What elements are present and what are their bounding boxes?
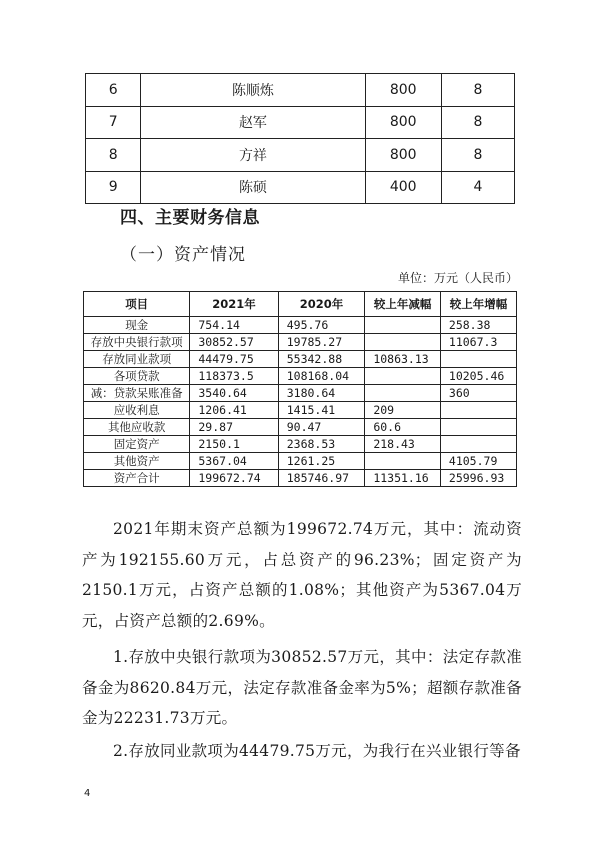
unit-label: 单位：万元（人民币） — [398, 271, 519, 285]
table-row — [84, 402, 517, 419]
table-row — [86, 139, 515, 172]
asset-2020: 19785.27 — [278, 334, 365, 351]
table-row — [86, 74, 515, 107]
asset-decrease: 218.43 — [365, 436, 441, 453]
asset-decrease — [365, 453, 441, 470]
paragraph-interbank: 2.存放同业款项为44479.75万元，为我行在兴业银行等备 — [113, 742, 521, 760]
asset-decrease — [365, 385, 441, 402]
assets-header-row — [84, 292, 517, 317]
holder-name: 陈顺炼 — [141, 74, 365, 107]
asset-decrease: 209 — [365, 402, 441, 419]
holder-shares: 800 — [365, 106, 441, 139]
asset-increase — [440, 436, 516, 453]
holder-name: 方祥 — [141, 139, 365, 172]
shareholder-table — [85, 73, 515, 204]
table-row — [84, 351, 517, 368]
holder-ratio: 8 — [441, 139, 514, 172]
asset-2021: 30852.57 — [190, 334, 278, 351]
asset-increase — [440, 351, 516, 368]
header-item: 项目 — [84, 292, 190, 317]
asset-2020: 1261.25 — [278, 453, 365, 470]
asset-2020: 55342.88 — [278, 351, 365, 368]
table-row — [84, 317, 517, 334]
table-row — [86, 106, 515, 139]
holder-shares: 800 — [365, 139, 441, 172]
asset-increase — [440, 402, 516, 419]
asset-item: 固定资产 — [84, 436, 190, 453]
holder-shares: 800 — [365, 74, 441, 107]
table-row — [84, 470, 517, 487]
holder-index: 6 — [86, 74, 141, 107]
header-2021: 2021年 — [190, 292, 278, 317]
asset-2020: 108168.04 — [278, 368, 365, 385]
holder-index: 7 — [86, 106, 141, 139]
table-row — [86, 171, 515, 204]
holder-ratio: 8 — [441, 74, 514, 107]
asset-2020: 90.47 — [278, 419, 365, 436]
asset-increase: 10205.46 — [440, 368, 516, 385]
asset-item: 存放中央银行款项 — [84, 334, 190, 351]
asset-decrease — [365, 317, 441, 334]
holder-name: 陈硕 — [141, 171, 365, 204]
paragraph-asset-summary: 2021年期末资产总额为199672.74万元，其中：流动资产为192155.60万元，占总资产的96.23%；固定资产为2150.1万元，占资产总额的1.08%；其他资产为5367.04万元，占资产总额的2.69%。 — [82, 520, 522, 630]
asset-2021: 29.87 — [190, 419, 278, 436]
asset-decrease — [365, 368, 441, 385]
holder-ratio: 4 — [441, 171, 514, 204]
asset-2021: 754.14 — [190, 317, 278, 334]
asset-increase: 25996.93 — [440, 470, 516, 487]
assets-table — [83, 291, 517, 487]
asset-2021: 199672.74 — [190, 470, 278, 487]
asset-2020: 185746.97 — [278, 470, 365, 487]
header-2020: 2020年 — [278, 292, 365, 317]
holder-ratio: 8 — [441, 106, 514, 139]
subsection-title: （一）资产情况 — [120, 245, 246, 265]
holder-name: 赵军 — [141, 106, 365, 139]
section-title: 四、主要财务信息 — [120, 208, 260, 228]
asset-2021: 44479.75 — [190, 351, 278, 368]
paragraph-central-bank: 1.存放中央银行款项为30852.57万元，其中：法定存款准备金为8620.84万元，法定存款准备金率为5%；超额存款准备金为22231.73万元。 — [82, 648, 522, 727]
asset-2020: 3180.64 — [278, 385, 365, 402]
holder-index: 9 — [86, 171, 141, 204]
asset-item: 其他应收款 — [84, 419, 190, 436]
header-decrease: 较上年减幅 — [365, 292, 441, 317]
holder-shares: 400 — [365, 171, 441, 204]
table-row — [84, 385, 517, 402]
asset-2021: 118373.5 — [190, 368, 278, 385]
table-row — [84, 334, 517, 351]
table-row — [84, 368, 517, 385]
asset-2021: 1206.41 — [190, 402, 278, 419]
table-row — [84, 453, 517, 470]
asset-2020: 2368.53 — [278, 436, 365, 453]
asset-2021: 3540.64 — [190, 385, 278, 402]
asset-item: 各项贷款 — [84, 368, 190, 385]
table-row — [84, 419, 517, 436]
asset-decrease — [365, 334, 441, 351]
asset-decrease: 10863.13 — [365, 351, 441, 368]
asset-item: 减：贷款呆账准备 — [84, 385, 190, 402]
page-number: 4 — [84, 788, 91, 799]
asset-2021: 2150.1 — [190, 436, 278, 453]
asset-increase — [440, 419, 516, 436]
asset-increase: 360 — [440, 385, 516, 402]
asset-increase: 258.38 — [440, 317, 516, 334]
asset-item: 存放同业款项 — [84, 351, 190, 368]
asset-increase: 4105.79 — [440, 453, 516, 470]
asset-2020: 495.76 — [278, 317, 365, 334]
header-increase: 较上年增幅 — [440, 292, 516, 317]
asset-item: 资产合计 — [84, 470, 190, 487]
table-row — [84, 436, 517, 453]
asset-increase: 11067.3 — [440, 334, 516, 351]
asset-decrease: 60.6 — [365, 419, 441, 436]
asset-item: 现金 — [84, 317, 190, 334]
asset-2020: 1415.41 — [278, 402, 365, 419]
asset-2021: 5367.04 — [190, 453, 278, 470]
asset-item: 其他资产 — [84, 453, 190, 470]
asset-decrease: 11351.16 — [365, 470, 441, 487]
holder-index: 8 — [86, 139, 141, 172]
asset-item: 应收利息 — [84, 402, 190, 419]
